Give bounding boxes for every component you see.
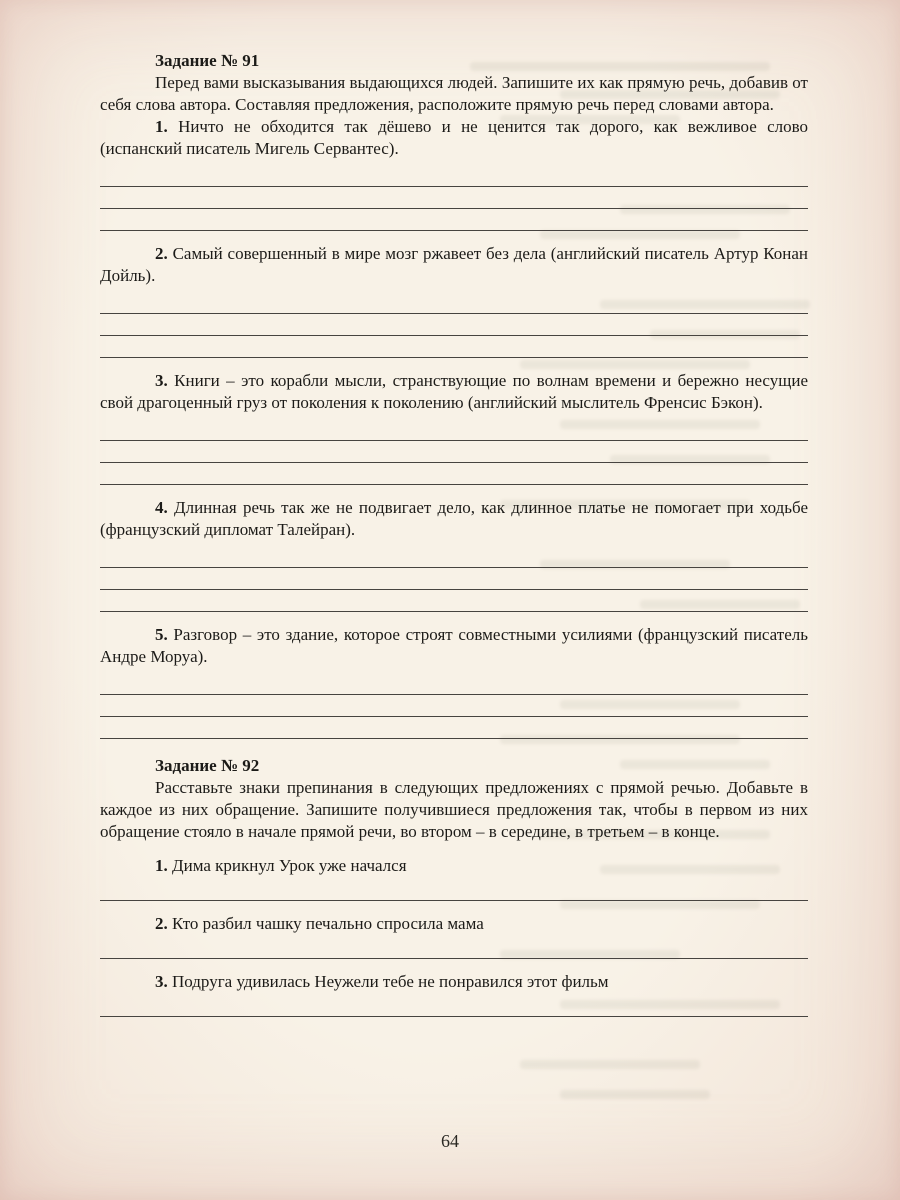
answer-line <box>100 717 808 739</box>
task-91-intro: Перед вами высказывания выдающихся людей. Запишите их как прямую речь, добавив от себя слова автора. Составляя предложения, расположите прямую речь перед словами автора. <box>100 73 808 114</box>
answer-lines <box>100 165 808 231</box>
item-number: 2. <box>155 244 168 263</box>
answer-line <box>100 336 808 358</box>
sentence-text: 2. Кто разбил чашку печально спросила мама <box>155 914 484 933</box>
task-92-section <box>100 755 808 1017</box>
sentence-item-2 <box>100 913 808 959</box>
item-number: 3. <box>155 972 168 991</box>
task-91-section <box>100 50 808 739</box>
answer-lines <box>100 879 808 901</box>
answer-line <box>100 419 808 441</box>
answer-lines <box>100 292 808 358</box>
answer-line <box>100 546 808 568</box>
task-92-title: Задание № 92 <box>155 756 260 775</box>
quote-text: 3. Книги – это корабли мысли, странствующие по волнам времени и бережно несущие свой драгоценный груз от поколения к поколению (английский мыслитель Френсис Бэкон). <box>100 371 808 412</box>
item-number: 1. <box>155 856 168 875</box>
answer-lines <box>100 419 808 485</box>
answer-lines <box>100 673 808 739</box>
answer-line <box>100 568 808 590</box>
item-number: 4. <box>155 498 168 517</box>
item-number: 5. <box>155 625 168 644</box>
sentence-item-3 <box>100 971 808 1017</box>
sentence-item-1 <box>100 855 808 901</box>
answer-line <box>100 879 808 901</box>
task-91-title: Задание № 91 <box>155 51 260 70</box>
answer-lines <box>100 995 808 1017</box>
sentence-text: 3. Подруга удивилась Неужели тебе не понравился этот фильм <box>155 972 609 991</box>
answer-line <box>100 463 808 485</box>
quote-item-2 <box>100 243 808 358</box>
answer-line <box>100 590 808 612</box>
quote-text: 2. Самый совершенный в мире мозг ржавеет без дела (английский писатель Артур Конан Дойль). <box>100 244 809 285</box>
quote-text: 5. Разговор – это здание, которое строят совместными усилиями (французский писатель Андре Моруа). <box>100 625 809 666</box>
quote-item-1 <box>100 116 808 231</box>
answer-line <box>100 314 808 336</box>
answer-line <box>100 695 808 717</box>
item-number: 3. <box>155 371 168 390</box>
quote-item-3 <box>100 370 808 485</box>
answer-line <box>100 441 808 463</box>
item-number: 2. <box>155 914 168 933</box>
answer-lines <box>100 546 808 612</box>
sentence-text: 1. Дима крикнул Урок уже начался <box>155 856 407 875</box>
item-number: 1. <box>155 117 168 136</box>
quote-item-5 <box>100 624 808 739</box>
page-number: 64 <box>441 1131 459 1151</box>
answer-line <box>100 209 808 231</box>
quote-text: 4. Длинная речь так же не подвигает дело, как длинное платье не помогает при ходьбе (французский дипломат Талейран). <box>100 498 809 539</box>
page-content <box>100 50 808 1017</box>
answer-line <box>100 995 808 1017</box>
answer-line <box>100 187 808 209</box>
quote-text: 1. Ничто не обходится так дёшево и не ценится так дорого, как вежливое слово (испанский писатель Мигель Сервантес). <box>100 117 809 158</box>
answer-line <box>100 937 808 959</box>
answer-line <box>100 292 808 314</box>
quote-item-4 <box>100 497 808 612</box>
answer-lines <box>100 937 808 959</box>
answer-line <box>100 673 808 695</box>
answer-line <box>100 165 808 187</box>
task-92-intro: Расставьте знаки препинания в следующих предложениях с прямой речью. Добавьте в каждое из них обращение. Запишите получившиеся предложения так, чтобы в первом из них обращение стояло в начале прямой речи, во втором – в середине, в третьем – в конце. <box>100 778 808 841</box>
